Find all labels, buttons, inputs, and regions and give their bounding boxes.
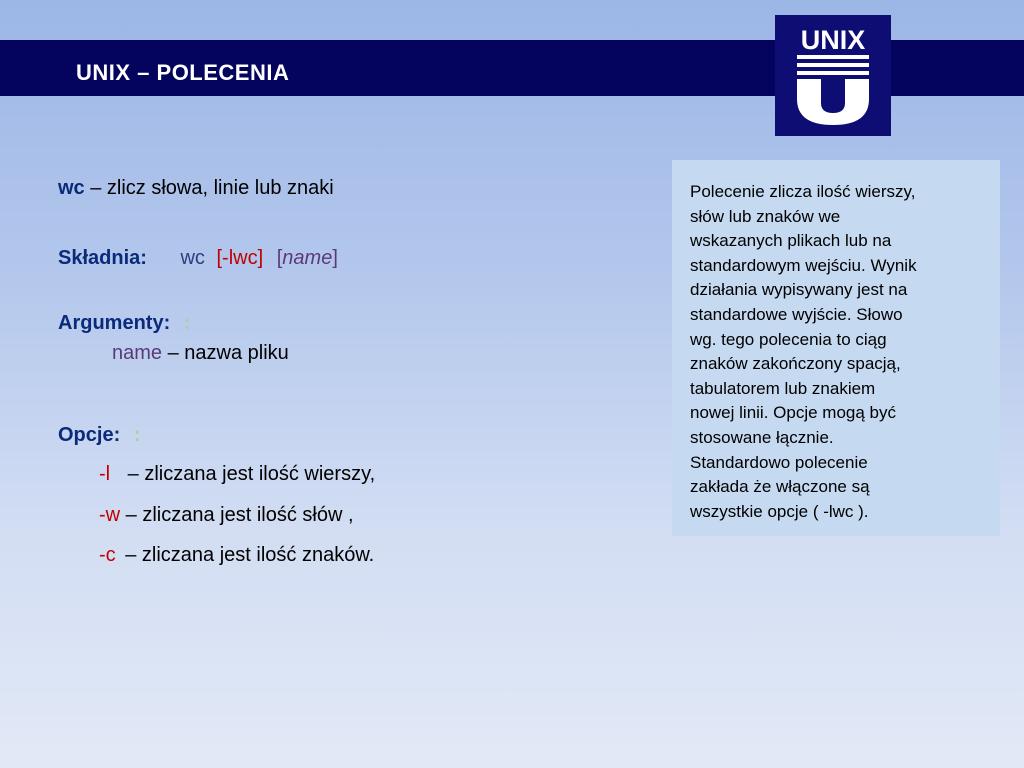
unix-logo (775, 15, 891, 136)
option-description: – zliczana jest ilość słów , (120, 504, 354, 526)
description-box (672, 160, 1000, 536)
slide-title: UNIX – POLECENIA (76, 60, 290, 85)
argument-name: name (112, 342, 163, 364)
command-name: wc (58, 177, 85, 199)
options-marker: : (133, 424, 141, 446)
arguments-marker: : (183, 312, 191, 334)
description-line: wg. tego polecenia to ciąg (690, 329, 887, 349)
option-description: – zliczana jest ilość wierszy, (127, 463, 376, 485)
option-flag: -l (99, 463, 111, 485)
option-item (99, 463, 375, 486)
description-line: działania wypisywany jest na (690, 280, 908, 300)
description-line: znaków zakończony spacją, (690, 354, 901, 374)
option-item (99, 504, 354, 527)
syntax-options: [-lwc] (216, 247, 264, 269)
syntax-line (58, 247, 338, 270)
description-line: słów lub znaków we (690, 206, 841, 226)
description-line: Standardowo polecenie (690, 452, 868, 472)
option-item (99, 544, 374, 567)
description-line: wskazanych plikach lub na (690, 231, 892, 251)
description-line: standardowe wyjście. Słowo (690, 304, 903, 324)
description-line: stosowane łącznie. (690, 427, 834, 447)
options-heading (58, 424, 140, 447)
option-flag: -c (99, 544, 116, 566)
unix-logo-text: UNIX (800, 25, 866, 55)
argument-description: – nazwa pliku (162, 342, 289, 364)
unix-logo-u-icon (797, 55, 869, 125)
description-line: tabulatorem lub znakiem (690, 378, 876, 398)
option-description: – zliczana jest ilość znaków. (125, 544, 375, 566)
syntax-label: Składnia: (58, 247, 147, 269)
description-line: standardowym wejściu. Wynik (690, 255, 917, 275)
syntax-bracket-close: ] (332, 247, 338, 269)
description-line: zakłada że włączone są (690, 477, 870, 497)
syntax-command: wc (180, 247, 205, 269)
arguments-heading (58, 312, 190, 335)
argument-item (112, 342, 289, 365)
description-line: wszystkie opcje ( -lwc ). (690, 501, 869, 521)
command-heading (58, 177, 334, 200)
arguments-label: Argumenty: (58, 312, 171, 334)
options-label: Opcje: (58, 424, 121, 446)
description-line: Polecenie zlicza ilość wierszy, (690, 182, 916, 201)
description-line: nowej linii. Opcje mogą być (690, 403, 896, 423)
syntax-bracket-open: [ (276, 247, 283, 269)
option-flag: -w (99, 504, 121, 526)
command-description: – zlicz słowa, linie lub znaki (84, 177, 334, 199)
syntax-argument: name (282, 247, 333, 269)
